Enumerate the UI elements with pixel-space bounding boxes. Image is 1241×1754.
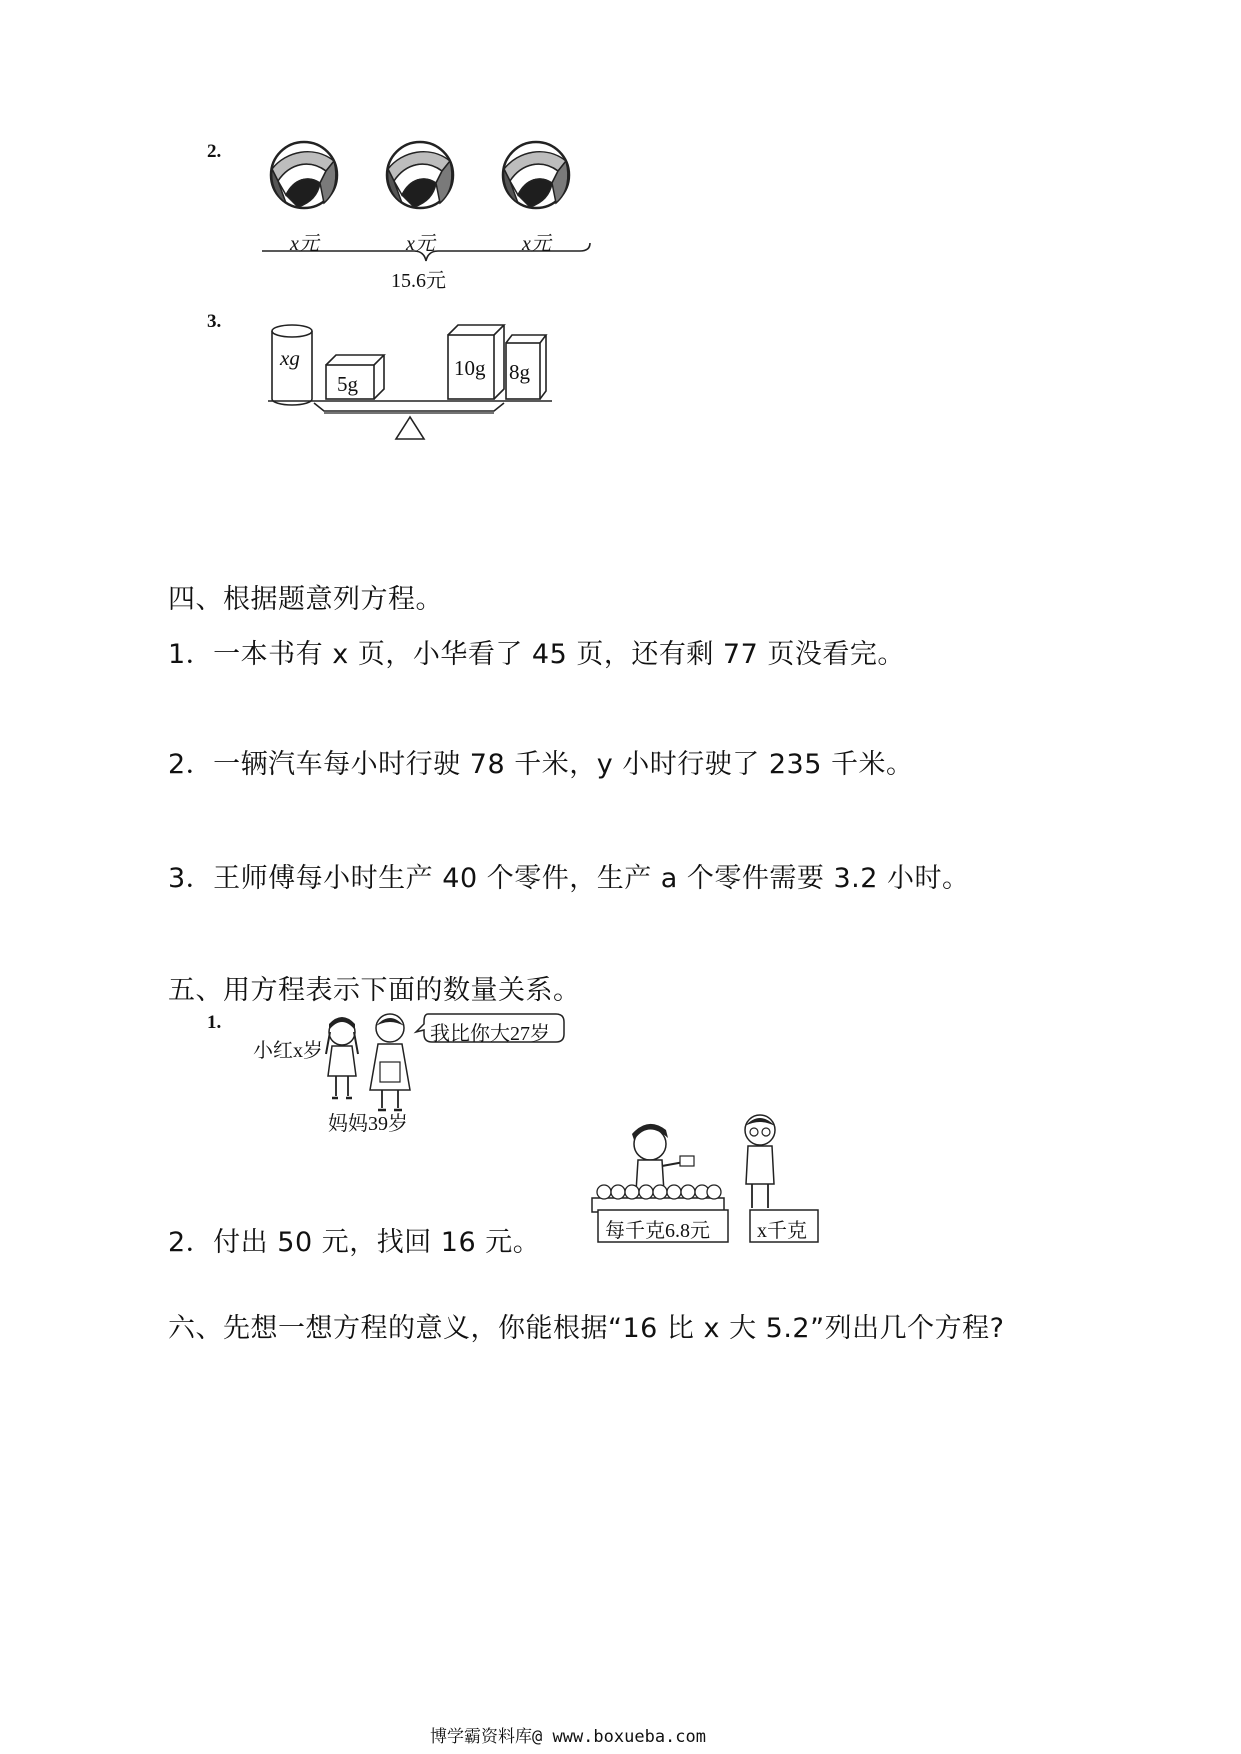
problem-2-number: 2. <box>207 141 222 162</box>
footer-watermark: 博学霸资料库@ www.boxueba.com <box>430 1727 706 1747</box>
mother-figure <box>370 1014 410 1110</box>
volleyball-3 <box>503 142 569 208</box>
girl-figure <box>326 1017 358 1098</box>
section-6-heading: 六、先想一想方程的意义，你能根据“16 比 x 大 5.2”列出几个方程? <box>168 1313 1005 1344</box>
total-price: 15.6元 <box>391 270 446 292</box>
boy-figure <box>745 1115 775 1208</box>
weight-sign-text: x千克 <box>757 1220 807 1242</box>
mom-age-label: 妈妈39岁 <box>328 1113 408 1135</box>
section-4-heading: 四、根据题意列方程。 <box>168 584 443 615</box>
problem-3-number: 3. <box>207 311 222 332</box>
ball-3-price: x元 <box>522 233 551 255</box>
section-4-item-1: 1．一本书有 x 页，小华看了 45 页，还有剩 77 页没看完。 <box>168 639 905 670</box>
scale-fulcrum <box>396 417 424 439</box>
cylinder-weight-label: xg <box>280 346 300 370</box>
box-10g-label: 10g <box>454 356 486 380</box>
section-5-heading: 五、用方程表示下面的数量关系。 <box>168 975 581 1006</box>
section-4-item-3: 3．王师傅每小时生产 40 个零件，生产 a 个零件需要 3.2 小时。 <box>168 863 970 894</box>
seller-figure <box>632 1124 694 1192</box>
section-5-item-2: 2．付出 50 元，找回 16 元。 <box>168 1227 541 1258</box>
box-5g-label: 5g <box>337 372 358 396</box>
volleyball-1 <box>271 142 337 208</box>
speech-bubble-text: 我比你大27岁 <box>430 1023 550 1045</box>
box-8g-label: 8g <box>509 360 530 384</box>
ball-2-price: x元 <box>406 233 435 255</box>
price-sign-text: 每千克6.8元 <box>605 1220 710 1242</box>
scale-beam <box>268 401 552 413</box>
apple-basket <box>592 1185 724 1212</box>
section-4-item-2: 2．一辆汽车每小时行驶 78 千米，y 小时行驶了 235 千米。 <box>168 749 914 780</box>
section-5-q1-number: 1. <box>207 1012 222 1033</box>
ball-1-price: x元 <box>290 233 319 255</box>
xiaohong-age-label: 小红x岁 <box>253 1040 323 1062</box>
volleyball-2 <box>387 142 453 208</box>
